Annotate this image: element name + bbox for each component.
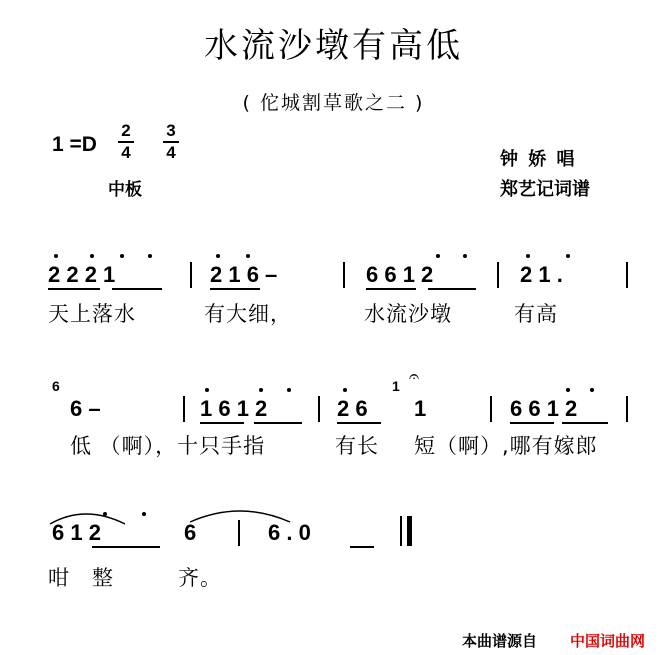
measure-10: 6 xyxy=(184,520,197,545)
beam-underline xyxy=(112,288,162,290)
barline xyxy=(343,262,345,288)
beam-underline xyxy=(254,422,302,424)
octave-dot xyxy=(526,254,530,258)
measure-5: 6 – xyxy=(70,396,101,421)
measure-3: 6 6 1 2 xyxy=(366,262,434,287)
octave-dot xyxy=(287,388,291,392)
octave-dot xyxy=(120,254,124,258)
beam-underline xyxy=(366,288,416,290)
octave-dot xyxy=(566,254,570,258)
measure-9: 6 1 2 xyxy=(52,520,101,545)
lyrics-line-1d: 有高 xyxy=(514,302,558,326)
measure-8: 6 6 1 2 xyxy=(510,396,578,421)
singer-credit: 钟 娇 唱 xyxy=(500,149,577,170)
measure-11: 6 . 0 xyxy=(268,520,311,545)
lyrics-line-1b: 有大细， xyxy=(204,302,292,326)
lyrics-line-3a: 咁 xyxy=(48,566,70,590)
barline xyxy=(490,396,492,422)
octave-dot xyxy=(103,512,107,516)
tempo-marking: 中板 xyxy=(108,180,142,200)
time-sig-denominator: 4 xyxy=(166,143,176,162)
time-sig-numerator: 3 xyxy=(166,121,176,140)
measure-6: 1 6 1 2 xyxy=(200,396,268,421)
time-sig-denominator: 4 xyxy=(121,143,131,162)
grace-note: 6 xyxy=(52,378,60,394)
lyrics-line-3b: 整 xyxy=(92,566,114,590)
octave-dot xyxy=(566,388,570,392)
octave-dot xyxy=(343,388,347,392)
lyrics-line-2b: 有长 xyxy=(335,434,379,458)
barline xyxy=(400,516,402,546)
barline xyxy=(318,396,320,422)
barline xyxy=(238,520,240,546)
octave-dot xyxy=(54,254,58,258)
octave-dot xyxy=(142,512,146,516)
measure-4: 2 1 . xyxy=(520,262,563,287)
lyrics-line-2a: 低 （啊），十只手指 xyxy=(70,434,266,458)
barline xyxy=(190,262,192,288)
beam-underline xyxy=(210,288,260,290)
fermata-note: 1 xyxy=(414,396,427,421)
fermata-icon: 𝄐 xyxy=(409,366,420,387)
octave-dot xyxy=(436,254,440,258)
beam-underline xyxy=(350,546,374,548)
octave-dot xyxy=(259,388,263,392)
octave-dot xyxy=(148,254,152,258)
grace-note: 1 xyxy=(392,378,400,394)
beam-underline xyxy=(337,422,381,424)
key-signature: 1 =D xyxy=(52,133,97,156)
barline xyxy=(183,396,185,422)
arranger-credit: 郑艺记词谱 xyxy=(500,179,590,200)
lyrics-line-1c: 水流沙墩 xyxy=(364,302,452,326)
time-signature-2-4 xyxy=(118,122,134,162)
barline xyxy=(626,262,628,288)
octave-dot xyxy=(463,254,467,258)
beam-underline xyxy=(428,288,476,290)
barline xyxy=(626,396,628,422)
octave-dot xyxy=(205,388,209,392)
measure-2: 2 1 6 – xyxy=(210,262,278,287)
time-sig-numerator: 2 xyxy=(121,121,131,140)
octave-dot xyxy=(246,254,250,258)
page-subtitle: ( 佗城割草歌之二 ) xyxy=(242,92,425,114)
footer-site-link[interactable]: 中国词曲网 xyxy=(570,632,646,650)
lyrics-line-2c: 短（啊）,哪有嫁郎 xyxy=(414,434,598,458)
page-title: 水流沙墩有高低 xyxy=(204,26,463,66)
beam-underline xyxy=(48,288,100,290)
final-barline xyxy=(407,516,412,546)
beam-underline xyxy=(562,422,608,424)
beam-underline xyxy=(92,546,160,548)
time-signature-3-4 xyxy=(163,122,179,162)
octave-dot xyxy=(216,254,220,258)
footer-source-label: 本曲谱源自 xyxy=(462,632,538,650)
octave-dot xyxy=(90,254,94,258)
lyrics-line-3c: 齐。 xyxy=(178,566,222,590)
measure-7: 2 6 xyxy=(337,396,368,421)
octave-dot xyxy=(590,388,594,392)
beam-underline xyxy=(200,422,244,424)
beam-underline xyxy=(510,422,554,424)
barline xyxy=(497,262,499,288)
lyrics-line-1a: 天上落水 xyxy=(48,302,136,326)
measure-1: 2 2 2 1 xyxy=(48,262,116,287)
